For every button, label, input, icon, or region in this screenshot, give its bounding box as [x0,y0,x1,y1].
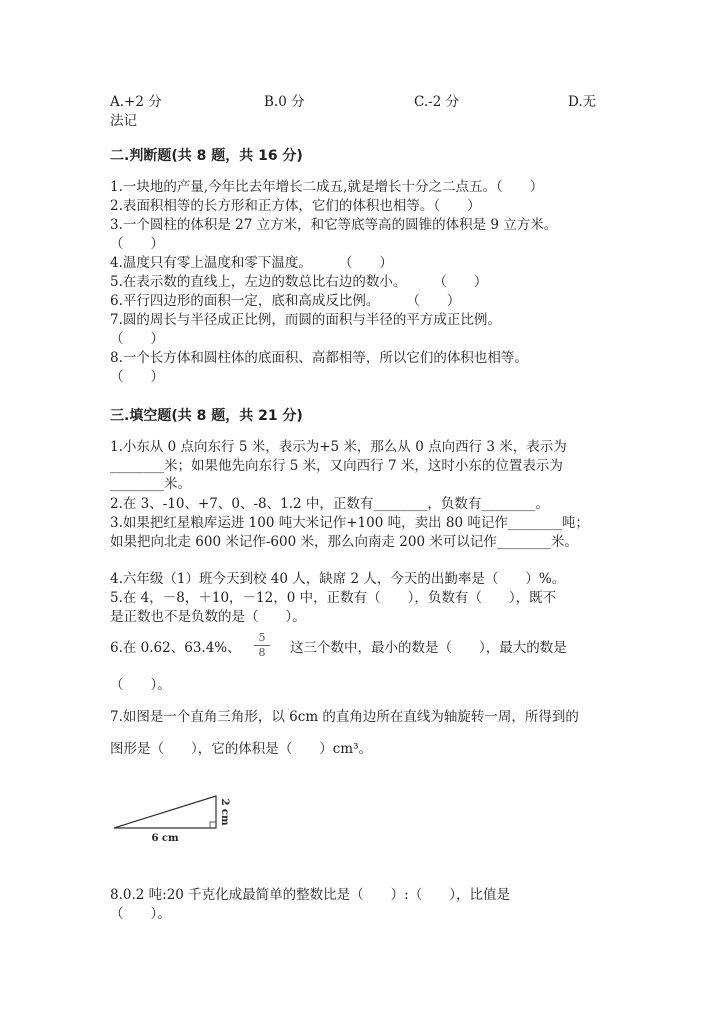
judge-q6: 6.平行四边形的面积一定，底和高成反比例。 （ ） [110,293,461,309]
fill-q1-line2: ________米；如果他先向东行 5 米，又向西行 7 米，这时小东的位置表示为 [110,458,563,474]
judge-q7: 7.圆的周长与半径成正比例，而圆的面积与半径的平方成正比例。 [110,312,501,328]
judge-q4: 4.温度只有零上温度和零下温度。 （ ） [110,255,393,271]
fill-q8-line2: （ ）。 [110,906,171,922]
judge-q2: 2.表面积相等的长方形和正方体，它们的体积也相等。（ ） [110,198,481,214]
judge-q8: 8.一个长方体和圆柱体的底面积、高都相等，所以它们的体积也相等。 [110,350,528,366]
option-a: A.+2 分 [110,94,162,110]
judge-q3-blank: （ ） [110,236,164,252]
fill-q6-prefix: 6.在 0.62、63.4%、 [110,640,241,656]
fill-q3-line2: 如果把向北走 600 米记作-600 米，那么向南走 200 米可以记作________米。 [110,534,578,550]
judge-q1: 1.一块地的产量,今年比去年增长二成五,就是增长十分之二点五。（ ） [110,179,544,195]
fill-q6-suffix: 这三个数中，最小的数是（ ），最大的数是 [290,640,567,656]
option-c: C.-2 分 [414,94,460,110]
option-d-continued: 法记 [110,113,137,129]
judge-q7-blank: （ ） [110,331,164,347]
fill-q1-line1: 1.小东从 0 点向东行 5 米，表示为+5 米，那么从 0 点向西行 3 米，表示为 [110,439,567,455]
fill-q3-line1: 3.如果把红星粮库运进 100 吨大米记作+100 吨，卖出 80 吨记作________吨； [110,515,589,531]
fill-q4: 4.六年级（1）班今天到校 40 人，缺席 2 人，今天的出勤率是（ ）%。 [110,571,566,587]
fraction-denominator: 8 [258,646,266,659]
fill-q1-line3: ________米。 [110,476,191,492]
right-triangle-figure [110,788,230,848]
fill-q5-line2: 是正数也不是负数的是（ ）。 [110,609,306,625]
judge-q8-blank: （ ） [110,369,164,385]
fill-q5-line1: 5.在 4，－8，＋10，－12，0 中，正数有（ ），负数有（ ），既不 [110,590,557,606]
horizontal-leg-label: 6 cm [151,833,179,844]
fill-q2: 2.在 3、-10、+7、0、-8、1.2 中，正数有________，负数有________。 [110,496,549,512]
fraction-numerator: 5 [258,631,266,644]
fraction-five-eighths [252,632,272,659]
fill-q7-line1: 7.如图是一个直角三角形，以 6cm 的直角边所在直线为轴旋转一周，所得到的 [110,709,579,725]
fill-q7-line2: 图形是（ ），它的体积是（ ）cm³。 [110,741,373,757]
triangle-shape [114,796,216,828]
judge-q3: 3.一个圆柱的体积是 27 立方米，和它等底等高的圆锥的体积是 9 立方米。 [110,217,558,233]
option-d: D.无 [568,94,597,110]
fill-q6-end: （ ）。 [110,677,171,693]
fill-q8-line1: 8.0.2 吨:20 千克化成最简单的整数比是（ ）:（ ），比值是 [110,887,510,903]
section2-heading: 二.判断题(共 8 题，共 16 分) [110,148,303,164]
right-angle-mark [210,822,216,828]
vertical-leg-label: 2 cm [219,798,230,826]
option-b: B.0 分 [264,94,305,110]
section3-heading: 三.填空题(共 8 题，共 21 分) [110,408,303,424]
judge-q5: 5.在表示数的直线上，左边的数总比右边的数小。 （ ） [110,274,488,290]
